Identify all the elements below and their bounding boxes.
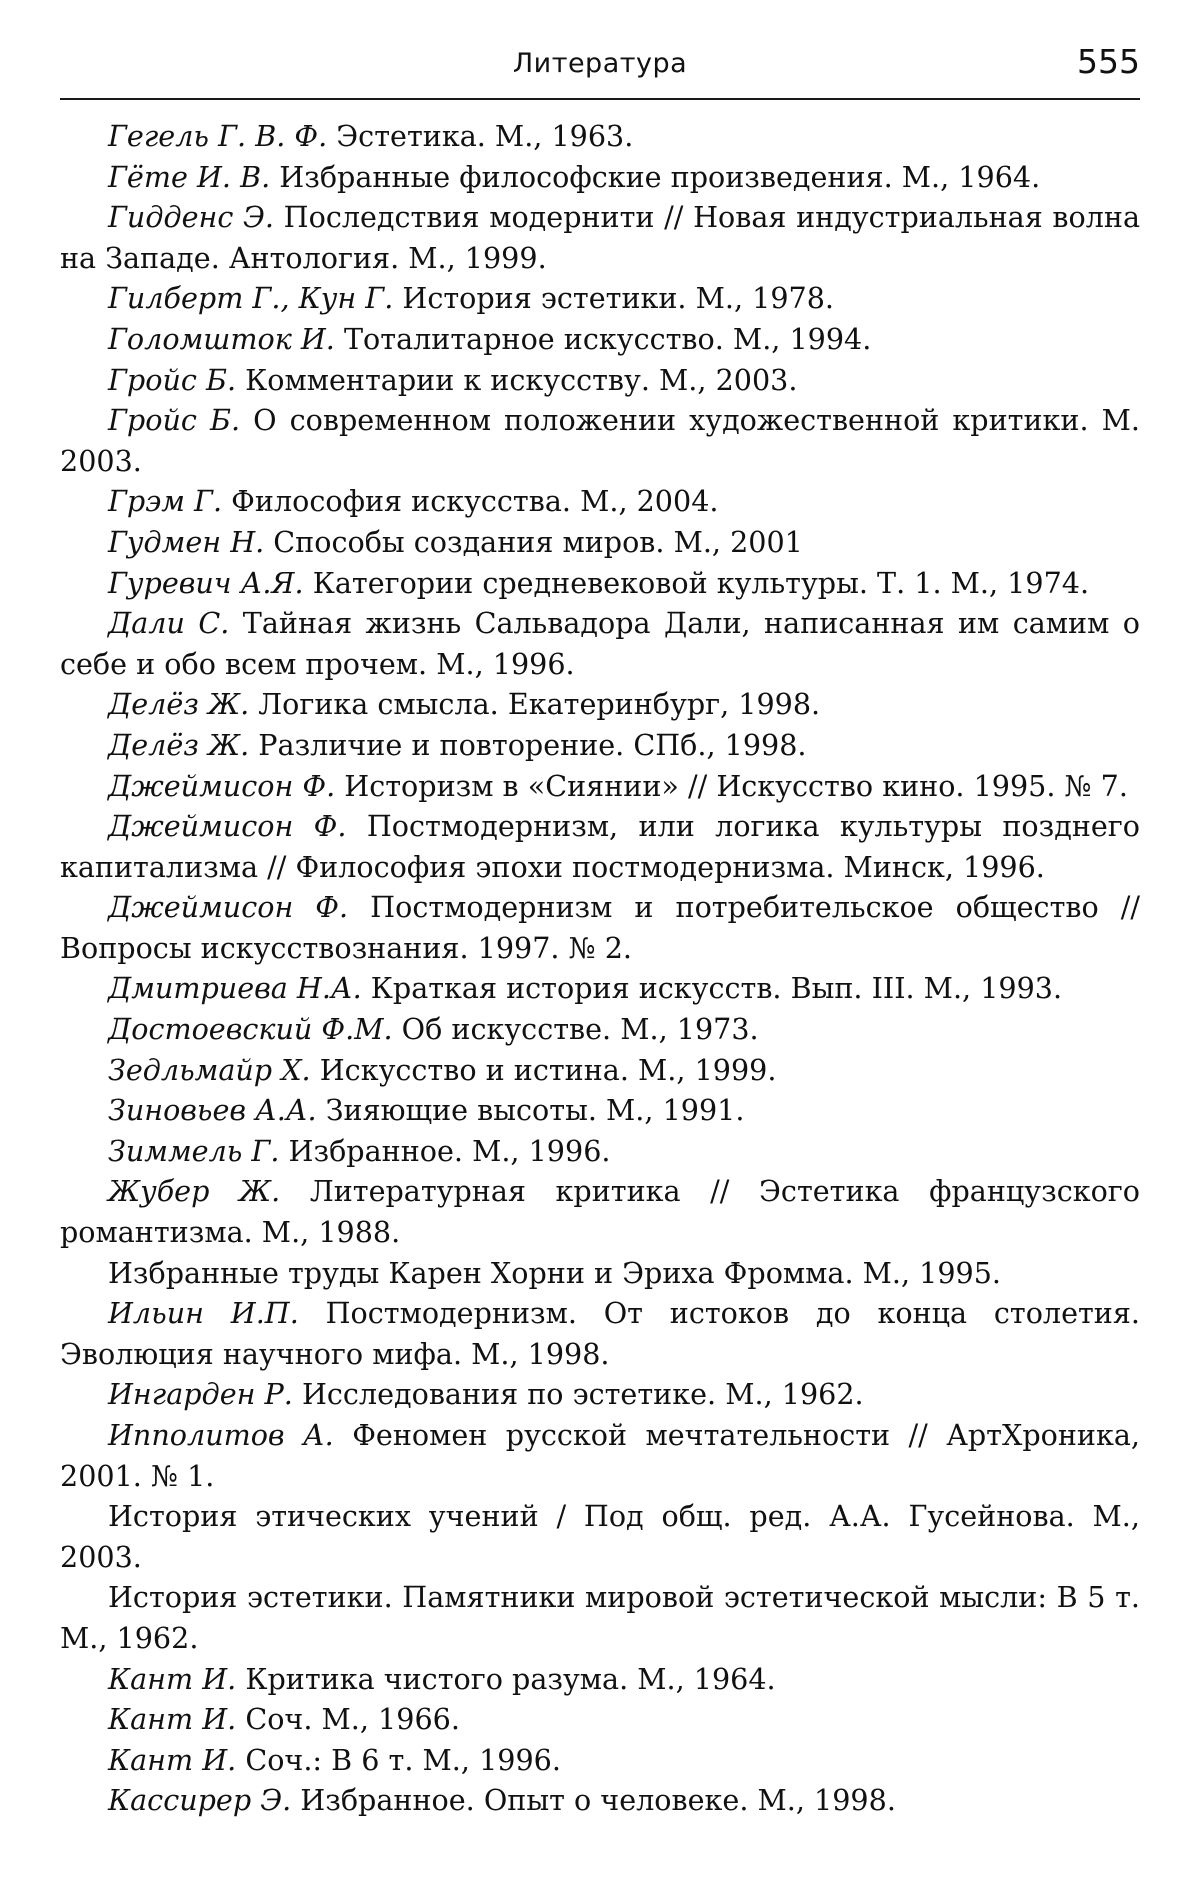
entry-author: Гёте И. В. (108, 159, 271, 194)
header-title: Литература (512, 48, 688, 79)
entry-text: Исследования по эстетике. М., 1962. (292, 1377, 864, 1412)
bibliography-entry (60, 1659, 1140, 1700)
bibliography-entry (60, 766, 1140, 807)
bibliography-entry (60, 1740, 1140, 1781)
bibliography-entry (60, 1090, 1140, 1131)
bibliography-entry (60, 1171, 1140, 1252)
entry-author: Джеймисон Ф. (108, 768, 336, 803)
running-header (60, 40, 1140, 100)
entry-author: Зиммель Г. (108, 1133, 280, 1168)
bibliography-entry (60, 400, 1140, 481)
page-number: 555 (1077, 42, 1140, 81)
entry-author: Делёз Ж. (108, 687, 250, 722)
bibliography-list (60, 116, 1140, 1821)
entry-author: Ингарден Р. (108, 1377, 293, 1412)
entry-author: Кант И. (108, 1661, 237, 1696)
entry-author: Гудмен Н. (108, 524, 265, 559)
bibliography-entry (60, 684, 1140, 725)
entry-text: Постмодернизм, или логика культуры позднего капитализма // Философия эпохи постмодернизма. Минск, 1996. (60, 809, 1141, 884)
entry-author: Зиновьев А.А. (108, 1093, 317, 1128)
book-page (60, 40, 1140, 1840)
bibliography-entry (60, 1415, 1140, 1496)
entry-author: Дмитриева Н.А. (108, 971, 362, 1006)
entry-text: Искусство и истина. М., 1999. (310, 1052, 777, 1087)
entry-author: Зедльмайр Х. (108, 1052, 311, 1087)
entry-author: Ильин И.П. (108, 1296, 299, 1331)
bibliography-entry (60, 968, 1140, 1009)
entry-text: Постмодернизм и потребительское общество // Вопросы искусствознания. 1997. № 2. (60, 890, 1140, 965)
bibliography-entry (60, 1374, 1140, 1415)
entry-author: Гегель Г. В. Ф. (108, 119, 328, 153)
entry-author: Джеймисон Ф. (108, 809, 347, 844)
entry-text: Критика чистого разума. М., 1964. (236, 1661, 776, 1696)
entry-text: Феномен русской мечтательности // АртХроника, 2001. № 1. (60, 1418, 1140, 1493)
bibliography-entry (60, 1577, 1140, 1658)
bibliography-entry (60, 157, 1140, 198)
entry-author: Кассирер Э. (108, 1783, 292, 1818)
bibliography-entry (60, 481, 1140, 522)
entry-author: Гуревич А.Я. (108, 565, 304, 600)
entry-text: Избранные философские произведения. М., 1964. (270, 159, 1041, 194)
entry-author: Кант И. (108, 1742, 237, 1777)
entry-text: Зияющие высоты. М., 1991. (316, 1093, 745, 1128)
bibliography-entry (60, 603, 1140, 684)
bibliography-entry (60, 1253, 1140, 1294)
bibliography-entry (60, 1050, 1140, 1091)
entry-text: Постмодернизм. От истоков до конца столетия. Эволюция научного мифа. М., 1998. (60, 1296, 1140, 1371)
entry-author: Дали С. (108, 606, 230, 641)
entry-author: Жубер Ж. (108, 1174, 281, 1209)
entry-text: Тоталитарное искусство. М., 1994. (334, 321, 872, 356)
entry-author: Достоевский Ф.М. (108, 1012, 393, 1047)
entry-author: Ипполитов А. (108, 1418, 334, 1452)
bibliography-entry (60, 522, 1140, 563)
entry-author: Гройс Б. (108, 403, 241, 438)
entry-author: Гилберт Г., Кун Г. (108, 281, 394, 316)
entry-text: Краткая история искусств. Вып. III. М., 1993. (361, 971, 1063, 1006)
entry-author: Грэм Г. (108, 484, 223, 519)
entry-text: Способы создания миров. М., 2001 (264, 524, 803, 559)
entry-text: Литературная критика // Эстетика французского романтизма. М., 1988. (60, 1174, 1140, 1250)
entry-text: Эстетика. М., 1963. (327, 119, 634, 153)
entry-text: Последствия модернити // Новая индустриальная волна на Западе. Антология. М., 1999. (60, 200, 1141, 275)
entry-text: Комментарии к искусству. М., 2003. (236, 362, 798, 397)
entry-text: Категории средневековой культуры. Т. 1. М., 1974. (303, 565, 1090, 600)
entry-text: О современном положении художественной критики. М. 2003. (60, 403, 1141, 478)
bibliography-entry (60, 116, 1140, 157)
entry-text: Логика смысла. Екатеринбург, 1998. (249, 687, 821, 722)
entry-text: История эстетики. Памятники мировой эстетической мысли: В 5 т. М., 1962. (60, 1580, 1140, 1655)
bibliography-entry (60, 1780, 1140, 1821)
entry-text: Тайная жизнь Сальвадора Дали, написанная им самим о себе и обо всем прочем. М., 1996. (60, 606, 1141, 681)
entry-author: Гидденс Э. (108, 200, 274, 235)
bibliography-entry (60, 197, 1140, 278)
bibliography-entry (60, 1496, 1140, 1577)
entry-author: Гройс Б. (108, 362, 237, 397)
bibliography-entry (60, 1699, 1140, 1740)
entry-text: История эстетики. М., 1978. (393, 281, 835, 316)
entry-text: Историзм в «Сиянии» // Искусство кино. 1995. № 7. (335, 768, 1128, 803)
entry-text: Соч. М., 1966. (236, 1702, 460, 1737)
bibliography-entry (60, 563, 1140, 604)
bibliography-entry (60, 1131, 1140, 1172)
bibliography-entry (60, 725, 1140, 766)
entry-text: Различие и повторение. СПб., 1998. (249, 727, 807, 762)
bibliography-entry (60, 278, 1140, 319)
bibliography-entry (60, 806, 1140, 887)
entry-text: Об искусстве. М., 1973. (392, 1012, 759, 1047)
bibliography-entry (60, 360, 1140, 401)
bibliography-entry (60, 887, 1140, 968)
entry-author: Голомшток И. (108, 321, 335, 356)
bibliography-entry (60, 1293, 1140, 1374)
entry-text: Избранное. М., 1996. (279, 1133, 611, 1168)
entry-text: Соч.: В 6 т. М., 1996. (236, 1742, 561, 1777)
entry-author: Делёз Ж. (108, 727, 250, 762)
entry-author: Кант И. (108, 1702, 237, 1737)
bibliography-entry (60, 1009, 1140, 1050)
bibliography-entry (60, 319, 1140, 360)
entry-text: Избранные труды Карен Хорни и Эриха Фромма. М., 1995. (108, 1255, 1002, 1290)
entry-text: Философия искусства. М., 2004. (222, 484, 719, 519)
entry-text: Избранное. Опыт о человеке. М., 1998. (291, 1783, 896, 1818)
entry-text: История этических учений / Под общ. ред. А.А. Гусейнова. М., 2003. (60, 1499, 1140, 1574)
entry-author: Джеймисон Ф. (108, 890, 349, 925)
